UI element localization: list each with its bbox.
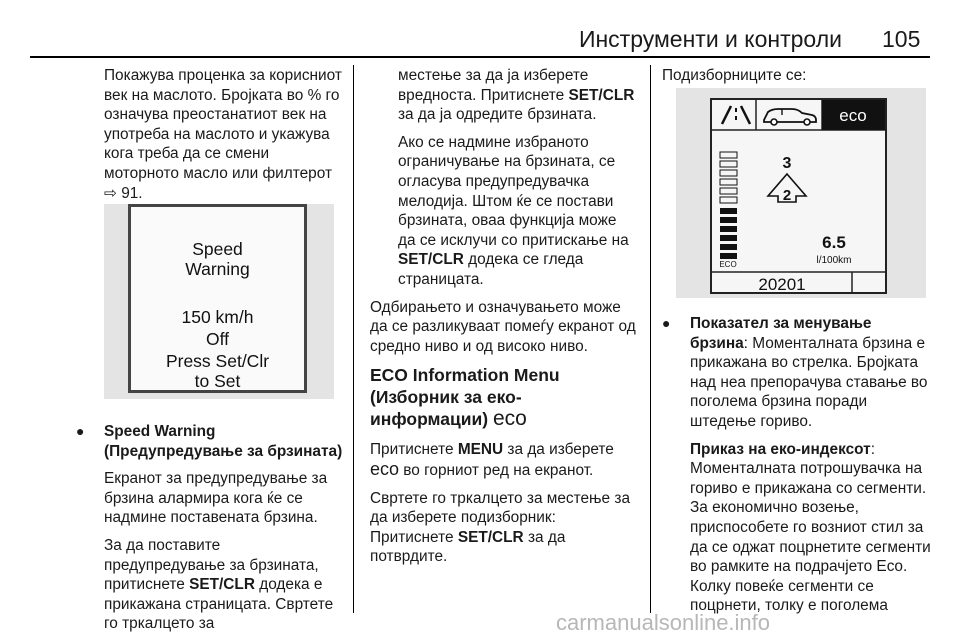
header-rule [30,56,930,58]
column-divider-right [650,65,651,613]
gear-indicator-paragraph: Показател за менување брзина: Моменталната брзина е прикажана во стрелка. Бројката над неа препорачува ставање во поголема брзина поради штедење гориво. [690,315,928,430]
screen-state: Off [205,329,230,349]
eco-tab-label: eco [839,106,867,125]
screen-title-line2: Warning [185,259,250,279]
eco-info-graphic [712,100,885,292]
car-icon [764,109,816,125]
speed-warning-figure [104,204,334,399]
key-setclr: SET/CLR [457,528,524,546]
road-icon [722,106,750,124]
watermark: carmanualsonline.info [556,610,771,635]
odometer: 20201 [758,275,806,292]
eco-index-segments [720,152,737,259]
column-divider-left [353,65,354,613]
speed-exceed-paragraph: Ако се надмине избраното ограничување на брзината, се огласува предупредувачка мелодија. Штом ќе се постави брзината, оваа функција може да се исклучи со притискање на SET/CLR додека се гледа страницата. [398,133,629,288]
page-ref-arrow-icon: ⇨ [104,184,117,202]
eco-index-title: Приказ на еко-индексот [690,440,871,458]
eco-symbol-icon: eco [492,407,527,431]
gear-indicator-bullet [662,314,932,624]
key-setclr: SET/CLR [189,576,255,594]
speed-warning-screen [128,204,307,393]
screen-hint-line2: to Set [194,371,241,391]
bullet-paragraph-2: За да поставите предупредување за брзината, притиснете SET/CLR додека е прикажана страницата. Свртете го тркалцето за [104,536,334,633]
bullet-icon: ● [76,423,85,439]
key-setclr: SET/CLR [398,251,464,269]
submenu-paragraph: Свртете го тркалцето за местење за да изберете подизборник: Притиснете SET/CLR за да потврдите. [370,489,631,566]
screen-title-line1: Speed [192,239,243,259]
speed-set-paragraph: местење за да ја изберете вредноста. Притиснете SET/CLR за да ја одредите брзината. [398,67,635,124]
eco-info-figure [676,88,926,298]
screen-speed: 150 km/h [181,307,254,327]
column-1 [104,66,344,211]
eco-index-paragraph: Приказ на еко-индексот: Моменталната потрошувачка на гориво е прикажана со сегменти. За економично возење, приспособете го возниот стил за да се оджат поцрнетите сегменти во рамките на подрачјето Eco. Колку повеќе сегменти се поцрнети, толку е поголема [690,440,931,615]
bullet-paragraph-1: Екранот за предупредување за брзина алармира кога ќе се надмине поставената брзина. [104,470,328,527]
key-menu: MENU [457,441,504,459]
bullet-title: Speed Warning (Предупредување за брзината) [104,423,343,460]
bullet-icon: ● [662,315,671,331]
bullet-title: Показател за менување брзина [690,315,872,352]
eco-symbol-icon: eco [370,458,400,479]
column-2 [370,66,636,575]
submenus-intro: Подизборниците се: [662,67,807,84]
eco-bar-label: ECO [719,260,737,269]
recommended-gear: 3 [782,155,792,172]
section-heading: ECO Information Menu (Изборник за еко-информации) eco [370,365,560,431]
consumption-unit: l/100km [816,255,852,266]
key-setclr: SET/CLR [568,86,635,104]
screen-hint-line1: Press Set/Clr [165,351,270,371]
page-ref[interactable]: 91. [121,184,143,202]
page-number: 105 [882,26,921,52]
display-level-paragraph: Одбирањето и означувањето може да се разликуваат помеѓу екранот од средно ниво и од високо ниво. [370,298,636,355]
current-gear: 2 [782,187,792,204]
menu-press-paragraph: Притиснете MENU за да изберете eco во горниот ред на екранот. [370,441,614,479]
fuel-consumption: 6.5 [822,233,846,252]
speed-warning-bullet [76,422,344,642]
chapter-title: Инструменти и контроли [578,26,842,52]
oil-life-paragraph: Покажува проценка за корисниот век на маслото. Бројката во % го означува преостанатиот век на употреба на маслото и укажува кога треба да се смени моторното масло или филтерот ⇨ 91. [104,67,342,202]
eco-info-screen [710,98,887,294]
